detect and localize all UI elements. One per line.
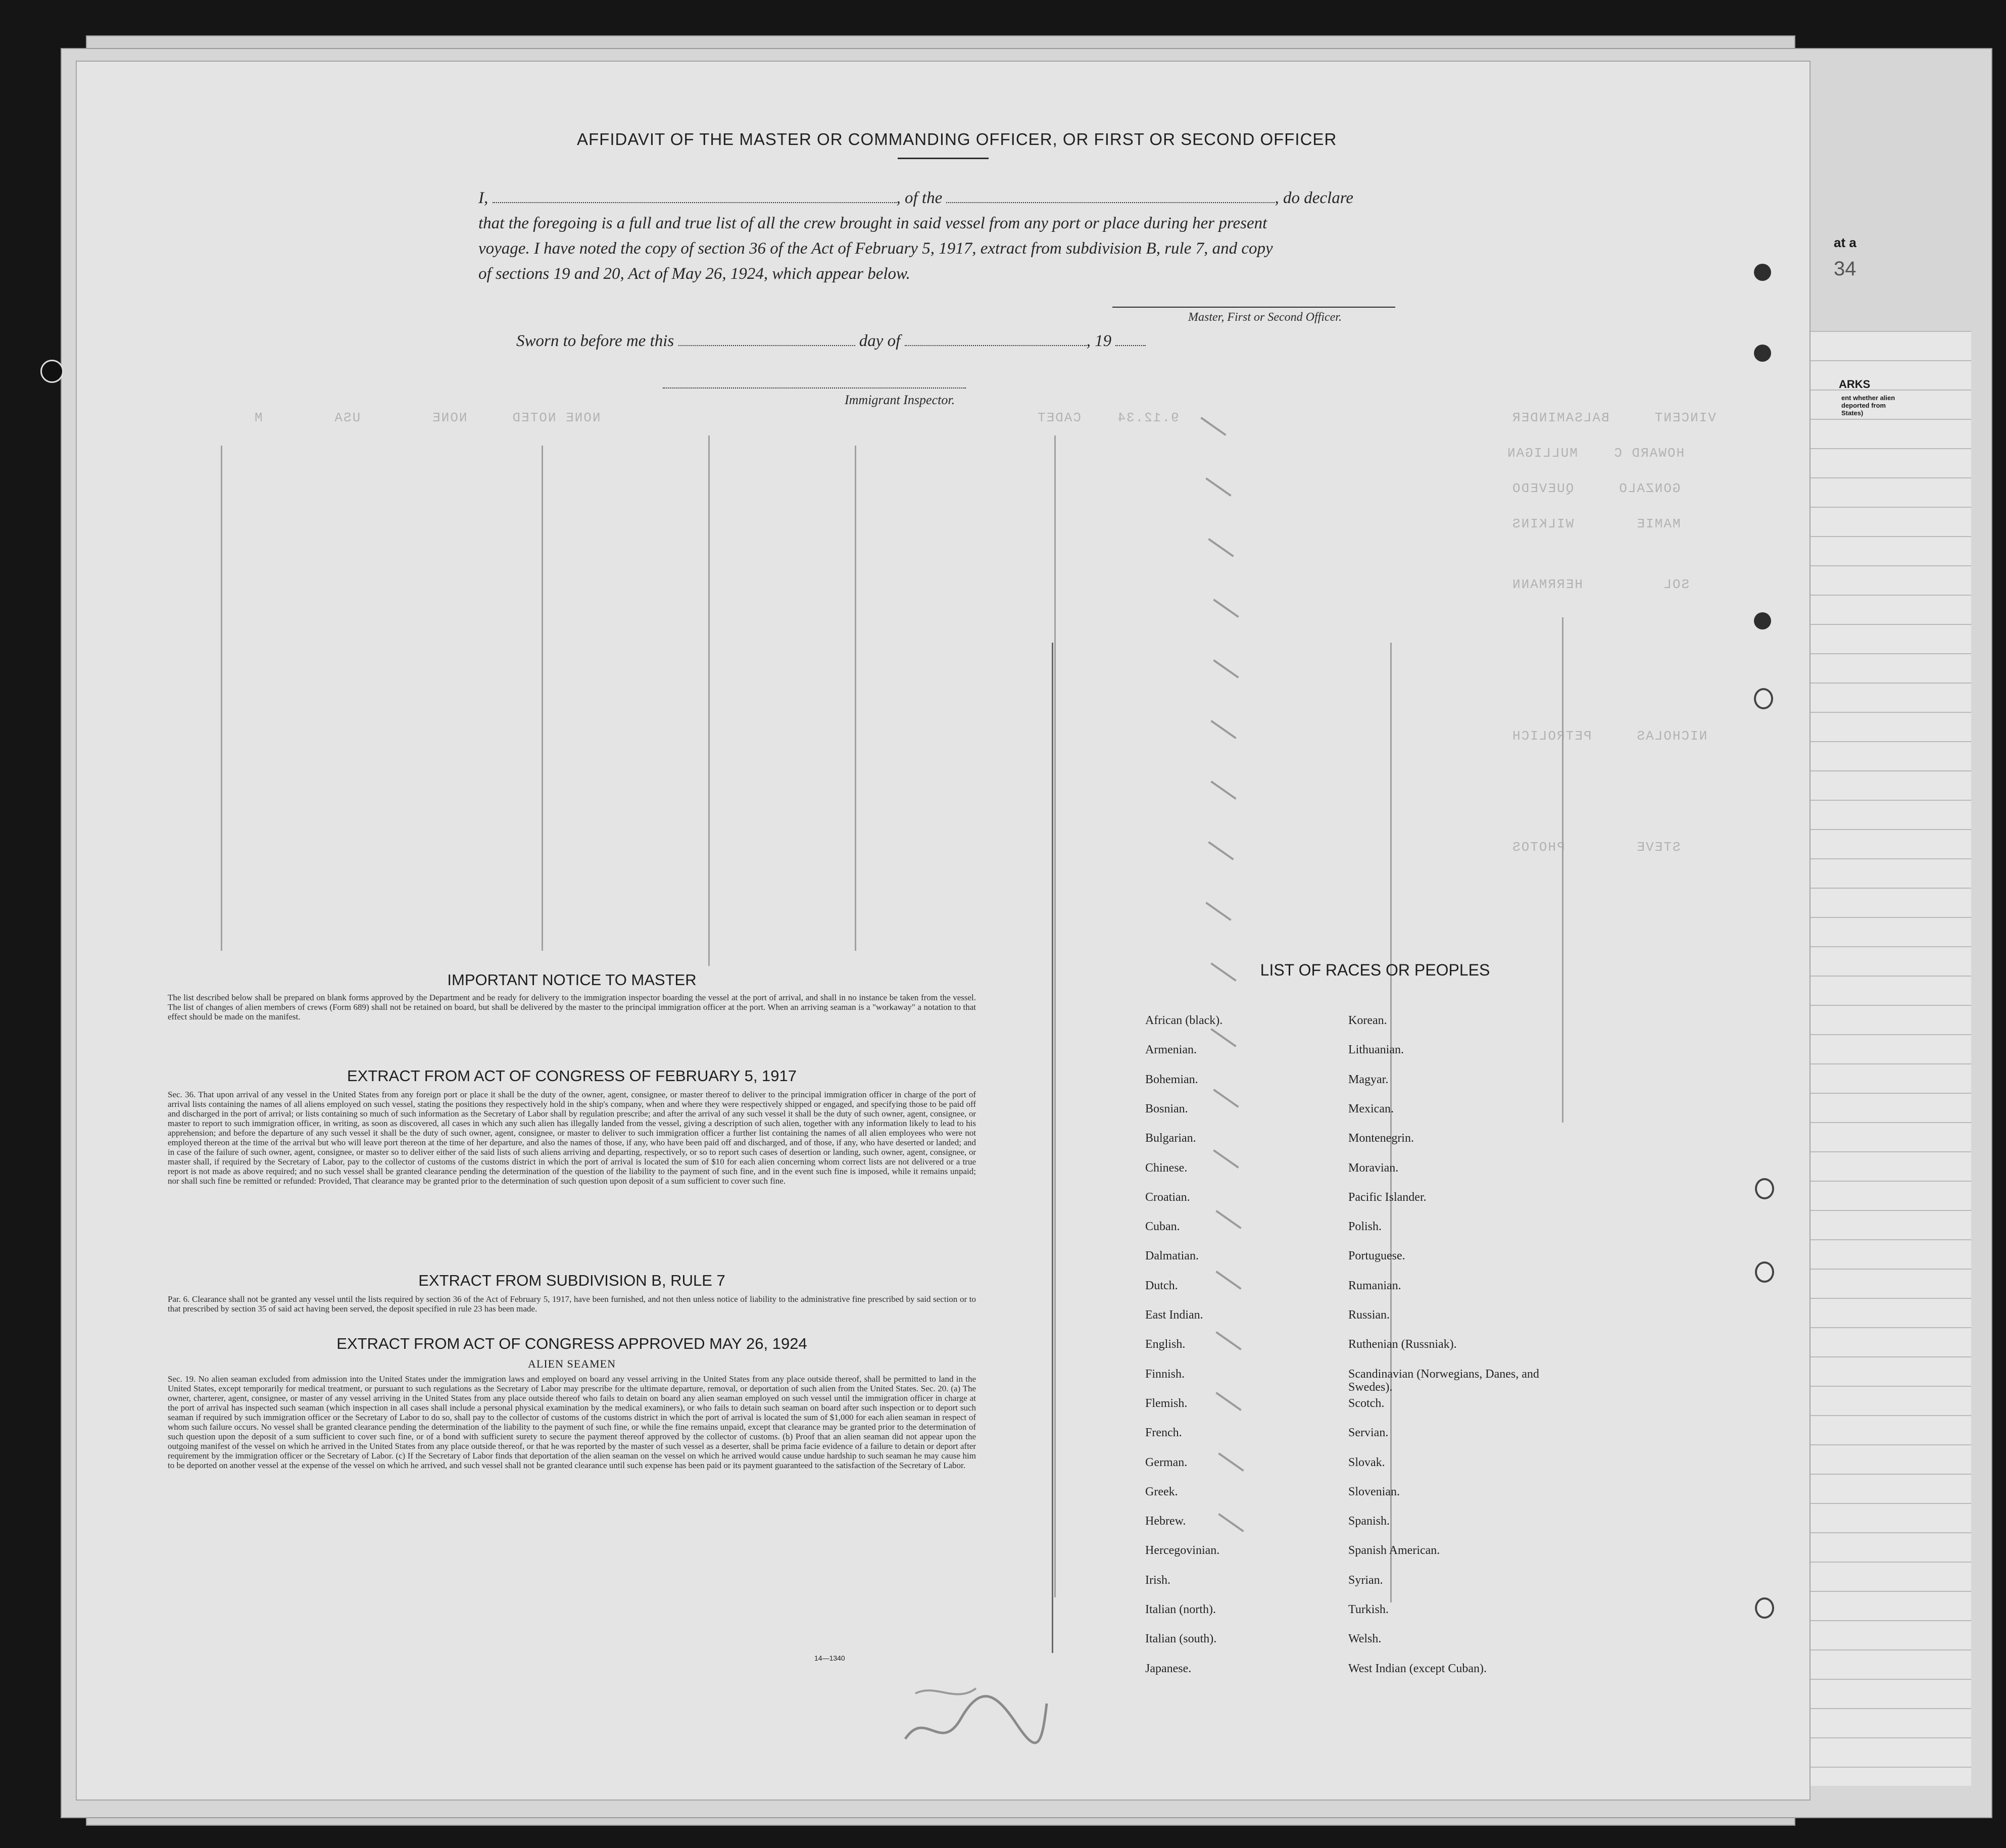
sworn-year-field[interactable] [1115, 340, 1146, 346]
race-item-right: Mexican. [1348, 1102, 1394, 1115]
race-item-left: Dalmatian. [1145, 1249, 1199, 1263]
check-mark [1205, 902, 1231, 921]
race-item-right: Spanish. [1348, 1515, 1390, 1528]
check-mark [1215, 1210, 1241, 1229]
extract-rule7-text: Par. 6. Clearance shall not be granted any vessel until the lists required by section 36 of the Act of February 5, 1917, have been furnished, and not then unless notice of liability to the administrative fine prescribed by said section or to that prescribed by section 35 of said act having been served, the deposit specified in rule 23 has been made. [168, 1294, 976, 1314]
race-item-left: Croatian. [1145, 1190, 1190, 1204]
race-item-left: Flemish. [1145, 1396, 1188, 1410]
check-mark [1200, 417, 1226, 436]
race-item-left: East Indian. [1145, 1308, 1203, 1322]
race-item-left: Chinese. [1145, 1161, 1188, 1175]
extract-1924-title: EXTRACT FROM ACT OF CONGRESS APPROVED MAY 26, 1924 [336, 1335, 807, 1352]
bleed-line-7 [1562, 617, 1563, 1123]
affidavit-line-4: of sections 19 and 20, Act of May 26, 1924, which appear below. [478, 265, 910, 283]
form-sheet [76, 61, 1811, 1801]
vessel-name-field[interactable] [946, 197, 1275, 203]
race-item-left: Greek. [1145, 1485, 1178, 1498]
check-mark [1213, 659, 1239, 678]
race-item-right: Slovak. [1348, 1455, 1385, 1469]
sworn-year-prefix: , 19 [1086, 332, 1112, 350]
race-item-left: Bulgarian. [1145, 1132, 1196, 1145]
master-signature-label: Master, First or Second Officer. [1188, 311, 1342, 324]
sworn-month-field[interactable] [905, 340, 1087, 346]
bleed-through-2: HOWARD C MULLIGAN [1506, 446, 1685, 461]
check-mark [1210, 781, 1236, 800]
title-underline [898, 158, 989, 159]
affidavit-line-1 [478, 185, 1353, 211]
race-item-right: Turkish. [1348, 1603, 1389, 1616]
edge-fragment-34: 34 [1834, 258, 1856, 280]
race-item-right: Pacific Islander. [1348, 1190, 1427, 1204]
notice-text: The list described below shall be prepared on blank forms approved by the Department and be ready for delivery to the immigration inspector boarding the vessel at the port of arrival, and shall in no instance be taken from the vessel. The list of changes of alien members of crews (Form 689) shall not be retained on board, but shall be delivered by the master to the principal immigration officer at the port. When an arriving seaman is a "workaway" a notation to that effect should be made on the manifest. [168, 993, 976, 1022]
race-item-left: Irish. [1145, 1573, 1170, 1587]
check-mark [1215, 1271, 1241, 1290]
bleed-through-9: 9.12.34 CADET [1037, 410, 1179, 425]
affidavit-line-3: voyage. I have noted the copy of section 36 of the Act of February 5, 1917, extract from subdivision B, rule 7, and copy [478, 239, 1273, 258]
bleed-line-1 [221, 446, 222, 951]
race-item-right: Magyar. [1348, 1073, 1389, 1086]
binder-hole [1755, 1261, 1774, 1283]
race-item-right: Russian. [1348, 1308, 1390, 1322]
race-item-left: French. [1145, 1426, 1182, 1440]
binder-hole [40, 360, 64, 383]
race-item-left: German. [1145, 1455, 1188, 1469]
form-number: 14—1340 [814, 1654, 845, 1662]
race-item-right: Lithuanian. [1348, 1043, 1404, 1057]
race-item-left: Italian (north). [1145, 1603, 1216, 1616]
race-item-right: Ruthenian (Russniak). [1348, 1338, 1457, 1351]
extract-1924-subtitle: ALIEN SEAMEN [528, 1357, 616, 1370]
race-item-left: Cuban. [1145, 1220, 1180, 1234]
check-mark [1215, 1392, 1241, 1411]
check-mark [1215, 1331, 1241, 1350]
sworn-day-of: day of [859, 332, 901, 350]
bleed-line-2 [542, 446, 543, 951]
inspector-signature-line[interactable] [663, 387, 966, 388]
bleed-through-3: GONZALO QUEVEDO [1511, 481, 1681, 496]
edge-fragment-at-a: at a [1834, 235, 1856, 250]
check-mark [1218, 1452, 1244, 1472]
master-signature-line[interactable] [1112, 307, 1395, 308]
check-mark [1213, 1149, 1239, 1169]
bleed-line-8 [1390, 643, 1392, 1602]
race-item-right: Welsh. [1348, 1632, 1382, 1646]
affidavit-line-2: that the foregoing is a full and true list of all the crew brought in said vessel from any port or place during her present [478, 214, 1267, 232]
bleed-through-1: VINCENT BALSAMINDER [1511, 410, 1716, 425]
race-item-left: Finnish. [1145, 1367, 1185, 1381]
race-item-left: Bosnian. [1145, 1102, 1188, 1115]
check-mark [1213, 1089, 1239, 1108]
race-item-right: Slovenian. [1348, 1485, 1400, 1498]
bleed-line-4 [855, 446, 856, 951]
declarant-prefix: I, [478, 189, 488, 207]
race-item-left: Japanese. [1145, 1662, 1192, 1675]
inspector-signature-label: Immigrant Inspector. [845, 393, 955, 407]
declare-suffix: , do declare [1275, 189, 1353, 207]
sworn-line [516, 328, 1146, 354]
back-sheet-grid [1808, 331, 1971, 1786]
binder-hole [1754, 264, 1771, 281]
race-item-right: Spanish American. [1348, 1544, 1440, 1558]
race-item-right: Polish. [1348, 1220, 1382, 1234]
notice-title: IMPORTANT NOTICE TO MASTER [447, 971, 697, 989]
extract-rule7-title: EXTRACT FROM SUBDIVISION B, RULE 7 [418, 1272, 725, 1289]
race-item-right: West Indian (except Cuban). [1348, 1662, 1487, 1675]
bleed-line-5 [1054, 435, 1056, 1597]
extract-1924-text: Sec. 19. No alien seaman excluded from admission into the United States under the immigration laws and employed on board any vessel arriving in the United States from any place outside thereof, shall be permitted to land in the United States, except temporarily for medical treatment, or pursuant to such regulations as the Secretary of Labor may prescribe for the ultimate departure, removal, or deportation of such alien from the United States. Sec. 20. (a) The owner, charterer, agent, consignee, or master of any vessel arriving in the United States from any place outside thereof who fails to detain on board any alien seaman employed on such vessel until the immigration officer in charge at the port of arrival has inspected such seaman (which inspection in all cases shall include a personal physical examination by the medical examiners), or who fails to detain such seaman on board after such inspection or to deport such seaman if required by such immigration officer or the Secretary of Labor to do so, shall pay to the collector of customs of the customs district in which the port of arrival is located the sum of $1,000 for each alien seaman in respect of whom such failure occurs. No vessel shall be granted clearance pending the determination of the liability to the payment of such fine, or while the fine remains unpaid, except that clearance may be granted prior to the determination of such question upon the deposit of a sum sufficient to cover such fine, or of a bond with sufficient surety to secure the payment thereof approved by the collector of customs. (b) Proof that an alien seaman did not appear upon the outgoing manifest of the vessel on which he arrived in the United States from any place outside thereof, or that he was reported by the master of such vessel as a deserter, shall be prima facie evidence of a failure to detain or deport after requirement by the immigration officer or the Secretary of Labor. (c) If the Secretary of Labor finds that deportation of the alien seaman on the vessel on which he arrived would cause undue hardship to such seaman he may cause him to be deported on another vessel at the expense of the vessel on which he arrived, and such vessel shall not be granted clearance until such expense has been paid or its payment guaranteed to the satisfaction of the Secretary of Labor. [168, 1374, 976, 1470]
bleed-through-6: NICHOLAS PETROLICH [1511, 728, 1707, 744]
binder-hole [1754, 612, 1771, 629]
check-mark [1210, 1028, 1236, 1047]
edge-fragment-arks: ARKS [1839, 378, 1871, 391]
edge-fragment-note: ent whether alien deported from States) [1841, 394, 1895, 417]
race-item-left: Bohemian. [1145, 1073, 1198, 1086]
extract-1917-text: Sec. 36. That upon arrival of any vessel in the United States from any foreign port or place it shall be the duty of the owner, agent, consignee, or master thereof to deliver to the principal immigration officer in charge of the port of arrival lists containing the names of all aliens employed on such vessel, stating the positions they respectively hold in the ship's company, when and where they were respectively shipped or engaged, and specifying those to be paid off and discharged in the port of arrival; or lists containing so much of such information as the Secretary of Labor shall by regulation prescribe; and after the arrival of any such vessel it shall be the duty of such owner, agent, consignee, or master to report to such immigration officer, in writing, as soon as discovered, all cases in which any such alien has illegally landed from the vessel, giving a description of such alien, together with any information likely to lead to his apprehension; and before the departure of any such vessel it shall be the duty of such owner, agent, consignee, or master to deliver to such immigration officer a further list containing the names of all alien employees who were not employed thereon at the time of the arrival but who will leave port thereon at the time of her departure, and also the names of those, if any, who have been paid off and discharged, and of those, if any, who have deserted or landed; and in case of the failure of such owner, agent, consignee, or master so to deliver either of the said lists of such aliens arriving and departing, respectively, or so to report such cases of desertion or landing, such owner, agent, consignee, or master shall, if required by the Secretary of Labor, pay to the collector of customs of the customs district in which the port of arrival is located the sum of $10 for each alien concerning whom correct lists are not delivered or a true report is not made as above required; and no such vessel shall be granted clearance pending the determination of the question of the liability to the payment of such fine, and in the event such fine is imposed, while it remains unpaid; nor shall such fine be remitted or refunded: Provided, That clearance may be granted prior to the determination of such question upon deposit of a sum sufficient to cover such fine. [168, 1090, 976, 1186]
check-mark [1208, 538, 1234, 557]
sworn-day-field[interactable] [678, 340, 855, 346]
race-item-right: Syrian. [1348, 1573, 1383, 1587]
bleed-through-8: NONE NOTED NONE USA M [254, 410, 601, 425]
race-item-right: Servian. [1348, 1426, 1389, 1440]
race-item-left: Hebrew. [1145, 1515, 1186, 1528]
check-mark [1218, 1513, 1244, 1532]
check-mark [1213, 599, 1239, 618]
race-item-left: Hercegovinian. [1145, 1544, 1220, 1558]
race-item-right: Rumanian. [1348, 1279, 1401, 1292]
races-title: LIST OF RACES OR PEOPLES [1260, 961, 1490, 979]
check-mark [1205, 477, 1231, 497]
race-item-right: Montenegrin. [1348, 1132, 1414, 1145]
race-item-left: Italian (south). [1145, 1632, 1217, 1646]
binder-hole [1755, 1597, 1774, 1619]
check-mark [1210, 720, 1236, 739]
bleed-line-6 [1052, 643, 1053, 1653]
bleed-through-5: SOL HERRMANN [1511, 577, 1690, 592]
binder-hole [1755, 1178, 1774, 1199]
handwritten-signature [895, 1663, 1057, 1764]
race-item-right: Scandinavian (Norwegians, Danes, and Swedes). [1348, 1367, 1539, 1394]
declarant-name-field[interactable] [493, 197, 897, 203]
race-item-left: Dutch. [1145, 1279, 1178, 1292]
race-item-right: Korean. [1348, 1014, 1387, 1027]
race-item-right: Scotch. [1348, 1396, 1385, 1410]
binder-hole [1754, 688, 1773, 709]
race-item-right: Portuguese. [1348, 1249, 1405, 1263]
bleed-through-4: MAMIE WILKINS [1511, 516, 1681, 531]
race-item-left: African (black). [1145, 1014, 1223, 1027]
bleed-through-7: STEVE PHOTOS [1511, 840, 1681, 855]
bleed-line-3 [708, 435, 710, 966]
binder-hole [1754, 345, 1771, 362]
affidavit-title: AFFIDAVIT OF THE MASTER OR COMMANDING OFFICER, OR FIRST OR SECOND OFFICER [577, 130, 1337, 149]
vessel-prefix: , of the [896, 189, 943, 207]
sworn-prefix: Sworn to before me this [516, 332, 674, 350]
extract-1917-title: EXTRACT FROM ACT OF CONGRESS OF FEBRUARY 5, 1917 [347, 1067, 797, 1085]
race-item-left: English. [1145, 1338, 1186, 1351]
race-item-right: Moravian. [1348, 1161, 1399, 1175]
check-mark [1208, 841, 1234, 860]
race-item-left: Armenian. [1145, 1043, 1197, 1057]
